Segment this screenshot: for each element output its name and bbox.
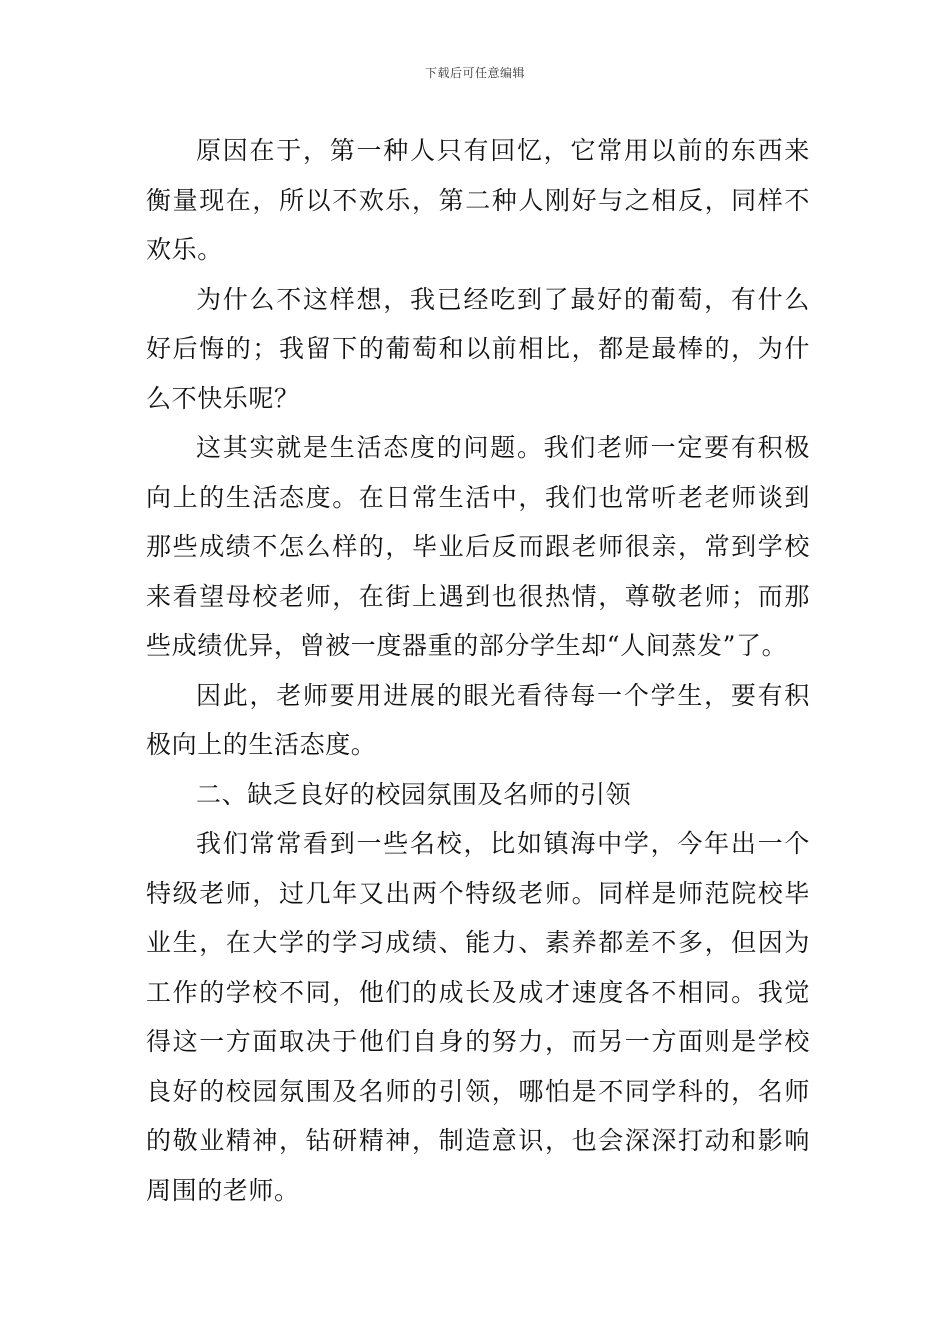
header-note: 下载后可任意编辑 [424, 66, 525, 80]
section-heading: 二、缺乏良好的校园氛围及名师的引领 [196, 779, 632, 809]
paragraph-5: 我们常常看到一些名校，比如镇海中学，今年出一个特级老师，过几年又出两个特级老师。同样是师范院校毕业生，在大学的学习成绩、能力、素养都差不多，但因为工作的学校不同，他们的成长及成才速度各不相同。我觉得这一方面取决于他们自身的努力，而另一方面则是学校良好的校园氛围及名师的引领，哪怕是不同学科的，名师的敬业精神，钻研精神，制造意识，也会深深打动和影响周围的老师。 [146, 829, 810, 1205]
paragraph-1: 原因在于，第一种人只有回忆，它常用以前的东西来衡量现在，所以不欢乐，第二种人刚好与之相反，同样不欢乐。 [146, 136, 810, 264]
paragraph-3: 这其实就是生活态度的问题。我们老师一定要有积极向上的生活态度。在日常生活中，我们也常听老老师谈到那些成绩不怎么样的，毕业后反而跟老师很亲，常到学校来看望母校老师，在街上遇到也很热情，尊敬老师；而那些成绩优异，曾被一度器重的部分学生却“人间蒸发”了。 [146, 433, 810, 660]
paragraph-2: 为什么不这样想，我已经吃到了最好的葡萄，有什么好后悔的；我留下的葡萄和以前相比，都是最棒的，为什么不快乐呢？ [146, 284, 810, 413]
document-body [146, 126, 810, 1215]
paragraph-4: 因此，老师要用进展的眼光看待每一个学生，要有积极向上的生活态度。 [146, 680, 810, 759]
